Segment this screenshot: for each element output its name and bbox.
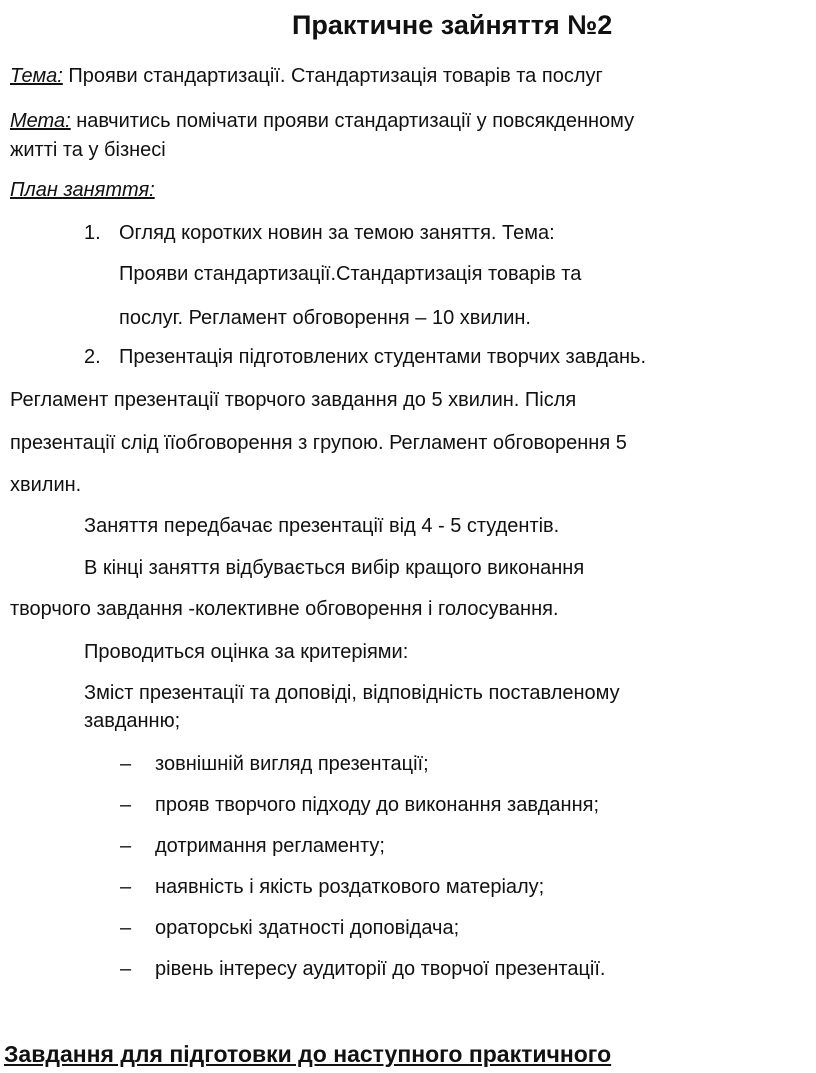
plan-item-1-line3: послуг. Регламент обговорення – 10 хвилин. <box>119 307 531 329</box>
content-line1: Зміст презентації та доповіді, відповідність поставленому <box>84 682 620 704</box>
list-bullet: – <box>120 876 132 898</box>
end-paragraph-line1: В кінці заняття відбувається вибір кращого виконання <box>84 557 585 579</box>
plan-item-2-line3: презентації слід їїобговорення з групою. Регламент обговорення 5 <box>10 432 627 454</box>
goal-label: Мета: <box>10 110 71 132</box>
goal-text-line2: житті та у бізнесі <box>10 139 166 161</box>
list-item: ораторські здатності доповідача; <box>155 917 460 939</box>
list-bullet: – <box>120 835 132 857</box>
plan-item-number: 1. <box>84 222 101 244</box>
topic-line <box>10 64 603 88</box>
goal-text-line1: навчитись помічати прояви стандартизації у повсякденному <box>76 110 635 132</box>
plan-item-2-line2: Регламент презентації творчого завдання до 5 хвилин. Після <box>10 389 577 411</box>
plan-item-number: 2. <box>84 346 101 368</box>
plan-item-2-line1: Презентація підготовлених студентами творчих завдань. <box>119 346 647 368</box>
list-item: наявність і якість роздаткового матеріалу; <box>155 876 545 898</box>
next-task-heading: Завдання для підготовки до наступного практичного <box>4 1041 612 1067</box>
plan-item-2-line4: хвилин. <box>10 474 82 496</box>
plan-label <box>10 178 155 202</box>
list-bullet: – <box>120 794 132 816</box>
plan-item-1-line1: Огляд коротких новин за темою заняття. Тема: <box>119 222 555 244</box>
end-paragraph-line2: творчого завдання -колективне обговорення і голосування. <box>10 598 559 620</box>
list-bullet: – <box>120 753 132 775</box>
list-item: зовнішній вигляд презентації; <box>155 753 429 775</box>
list-bullet: – <box>120 958 132 980</box>
list-item: рівень інтересу аудиторії до творчої презентації. <box>155 958 606 980</box>
plan-label-text: План заняття: <box>10 179 155 201</box>
content-line2: завданню; <box>84 710 181 732</box>
list-item: дотримання регламенту; <box>155 835 385 857</box>
list-bullet: – <box>120 917 132 939</box>
students-paragraph: Заняття передбачає презентації від 4 - 5 студентів. <box>84 515 560 537</box>
plan-item-1-line2: Прояви стандартизації.Стандартизація товарів та <box>119 263 582 285</box>
goal-line <box>10 109 634 133</box>
criteria-intro: Проводиться оцінка за критеріями: <box>84 641 409 663</box>
topic-text: Прояви стандартизації. Стандартизація товарів та послуг <box>68 65 603 87</box>
page-title: Практичне зайняття №2 <box>292 10 613 40</box>
topic-label: Тема: <box>10 65 63 87</box>
list-item: прояв творчого підходу до виконання завдання; <box>155 794 600 816</box>
